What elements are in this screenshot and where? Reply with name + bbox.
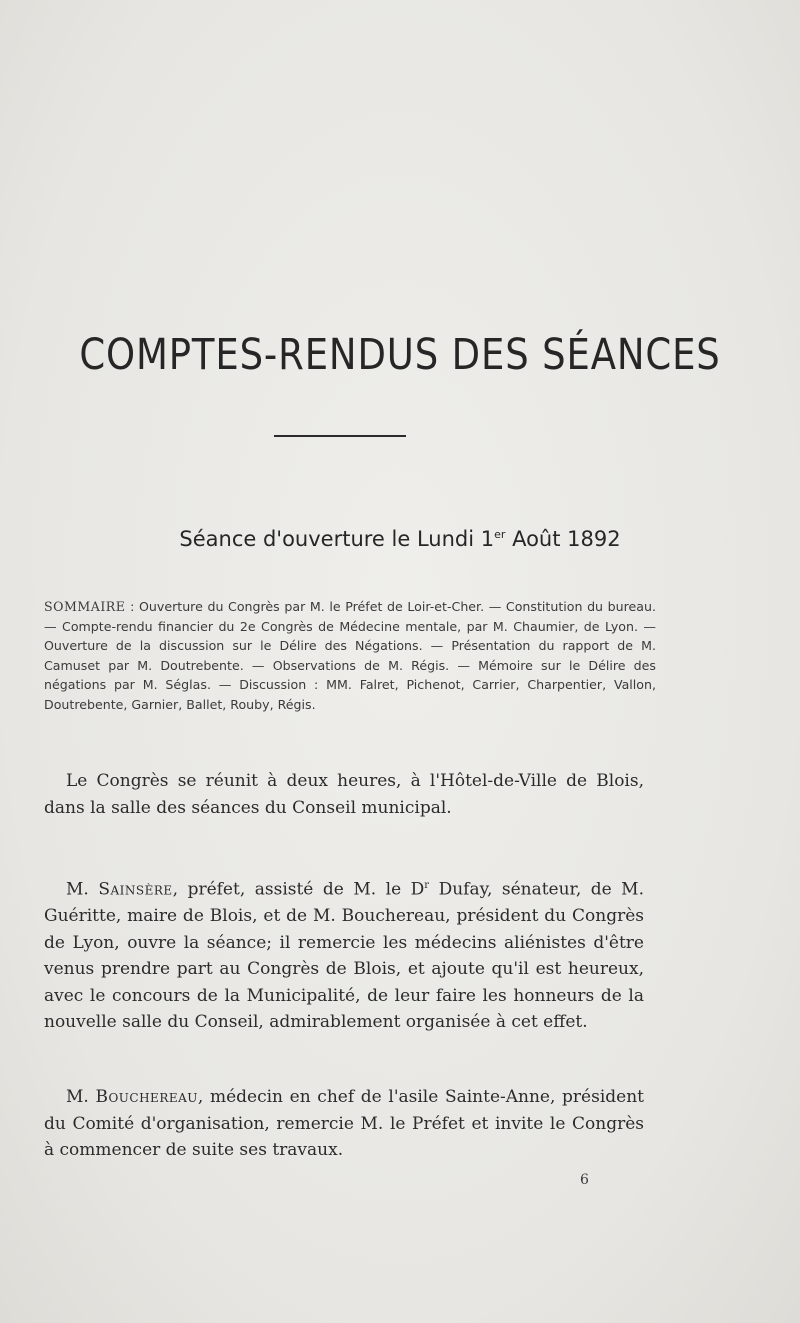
summary-text: : Ouverture du Congrès par M. le Préfet de Loir-et-Cher. — Constitution du bureau. — Compte-rendu financier du 2e Congrès de Médecine mentale, par M. Chaumier, de Lyon. — Ouverture de la discussion sur le Délire des Négations. — Présentation du rapport de M. Camuset par M. Doutrebente. — Observations de M. Régis. — Mémoire sur le Délire des négations par M. Séglas. — Discussion : MM. Falret, Pichenot, Carrier, Charpentier, Vallon, Doutrebente, Garnier, Ballet, Rouby, Régis.: [44, 599, 656, 712]
paragraph-opening: [44, 768, 644, 821]
paragraph-1-text: Le Congrès se réunit à deux heures, à l'Hôtel-de-Ville de Blois, dans la salle des séances du Conseil municipal.: [44, 771, 644, 818]
paragraph-2-name: Sainsère: [98, 879, 173, 900]
session-title: [0, 527, 800, 551]
paragraph-3-start: M.: [66, 1087, 96, 1107]
summary-lead: SOMMAIRE: [44, 599, 126, 614]
paragraph-3-name: Bouchereau: [95, 1087, 198, 1107]
session-title-date: Août 1892: [505, 527, 621, 551]
paragraph-2-mid: , préfet, assisté de M. le D: [172, 879, 425, 900]
paragraph-bouchereau: [44, 1084, 644, 1164]
title-divider: [274, 435, 406, 437]
paragraph-2-superscript: r: [424, 880, 430, 891]
paragraph-3-rest: , médecin en chef de l'asile Sainte-Anne, président du Comité d'organisation, remercie M. le Préfet et invite le Congrès à commencer de suite ses travaux.: [44, 1087, 644, 1160]
paragraph-prefect: [44, 873, 644, 1036]
summary-block: [44, 597, 656, 714]
page-title: COMPTES-RENDUS DES SÉANCES: [79, 330, 721, 380]
paragraph-2-rest: Dufay, sénateur, de M. Guéritte, maire de Blois, et de M. Bouchereau, président du Congrès de Lyon, ouvre la séance; il remercie les médecins aliénistes d'être venus prendre part au Congrès de Blois, et ajoute qu'il est heureux, avec le concours de la Municipalité, de leur faire les honneurs de la nouvelle salle du Conseil, admirablement organisée à cet effet.: [44, 879, 644, 1033]
session-title-superscript: er: [494, 528, 506, 541]
page-number: 6: [580, 1172, 589, 1188]
session-title-text: Séance d'ouverture le Lundi 1: [179, 527, 495, 551]
paragraph-2-start: M.: [66, 879, 99, 900]
